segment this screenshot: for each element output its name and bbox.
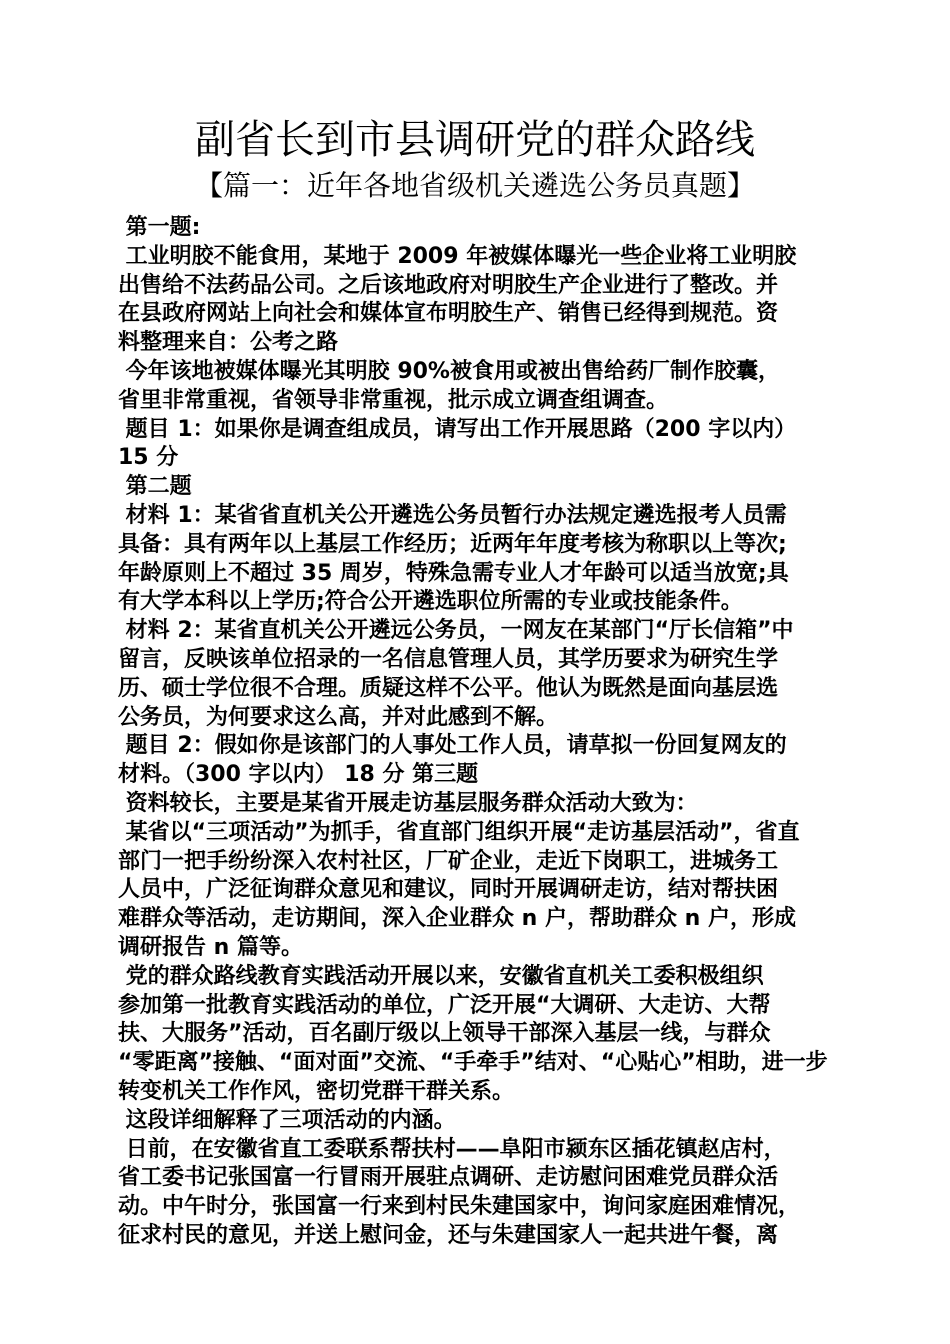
document-subtitle: 【篇一：近年各地省级机关遴选公务员真题】	[194, 169, 755, 202]
text-line: 材料。（300 字以内） 18 分 第三题	[118, 762, 479, 788]
text-line: 历、硕士学位很不合理。质疑这样不公平。他认为既然是面向基层选	[118, 675, 779, 701]
text-line: 资料较长，主要是某省开展走访基层服务群众活动大致为：	[118, 790, 698, 816]
text-line: 具备：具有两年以上基层工作经历；近两年年度考核为称职以上等次;	[118, 531, 787, 557]
text-line: 调研报告 n 篇等。	[118, 934, 303, 960]
text-line: 日前，在安徽省直工委联系帮扶村——阜阳市颍东区插花镇赵店村，	[118, 1136, 786, 1162]
text-line: 省工委书记张国富一行冒雨开展驻点调研、走访慰问困难党员群众活	[118, 1165, 779, 1191]
text-line: 征求村民的意见，并送上慰问金，还与朱建国家人一起共进午餐，离	[118, 1222, 779, 1248]
text-line: 工业明胶不能食用，某地于 2009 年被媒体曝光一些企业将工业明胶	[118, 243, 797, 269]
text-line: 参加第一批教育实践活动的单位，广泛开展“大调研、大走访、大帮	[118, 992, 771, 1018]
text-line: 这段详细解释了三项活动的内涵。	[118, 1107, 456, 1133]
text-line: 党的群众路线教育实践活动开展以来，安徽省直机关工委积极组织	[118, 963, 764, 989]
document-body	[118, 214, 838, 1251]
text-line: 在县政府网站上向社会和媒体宣布明胶生产、销售已经得到规范。资	[118, 301, 779, 327]
text-line: 第一题:	[118, 215, 201, 240]
text-line: 材料 2：某省直机关公开遴远公务员，一网友在某部门“厅长信箱”中	[118, 618, 794, 644]
text-line: 年龄原则上不超过 35 周岁，特殊急需专业人才年龄可以适当放宽;具	[118, 560, 789, 586]
text-line: 出售给不法药品公司。之后该地政府对明胶生产企业进行了整改。并	[118, 272, 779, 298]
text-line: 15 分	[118, 445, 179, 471]
text-line: 部门一把手纷纷深入农村社区，厂矿企业，走近下岗职工，进城务工	[118, 848, 779, 874]
text-line: 料整理来自：公考之路	[118, 330, 339, 356]
text-line: “零距离”接触、“面对面”交流、“手牵手”结对、“心贴心”相助，进一步	[118, 1050, 828, 1076]
text-line: 人员中，广泛征询群众意见和建议，同时开展调研走访，结对帮扶困	[118, 877, 779, 903]
document-title: 副省长到市县调研党的群众路线	[195, 117, 755, 163]
text-line: 难群众等活动，走访期间，深入企业群众 n 户，帮助群众 n 户，形成	[118, 906, 796, 932]
text-line: 公务员，为何要求这么高，并对此感到不解。	[118, 704, 559, 730]
text-line: 动。中午时分，张国富一行来到村民朱建国家中，询问家庭困难情况，	[118, 1194, 801, 1220]
text-line: 第二题	[118, 474, 192, 500]
text-line: 扶、大服务”活动，百名副厅级以上领导干部深入基层一线，与群众	[118, 1021, 771, 1047]
text-line: 省里非常重视，省领导非常重视，批示成立调查组调查。	[118, 387, 669, 413]
text-line: 材料 1：某省省直机关公开遴选公务员暂行办法规定遴选报考人员需	[118, 502, 787, 528]
text-line: 题目 1：如果你是调查组成员，请写出工作开展思路（200 字以内）	[118, 416, 797, 442]
text-line: 留言，反映该单位招录的一名信息管理人员，其学历要求为研究生学	[118, 646, 779, 672]
text-line: 转变机关工作作风，密切党群干群关系。	[118, 1078, 515, 1104]
text-line: 有大学本科以上学历;符合公开遴选职位所需的专业或技能条件。	[118, 589, 743, 615]
text-line: 某省以“三项活动”为抓手，省直部门组织开展“走访基层活动”，省直	[118, 819, 800, 845]
text-line: 今年该地被媒体曝光其明胶 90%被食用或被出售给药厂制作胶囊，	[118, 358, 780, 384]
text-line: 题目 2：假如你是该部门的人事处工作人员，请草拟一份回复网友的	[118, 733, 787, 759]
